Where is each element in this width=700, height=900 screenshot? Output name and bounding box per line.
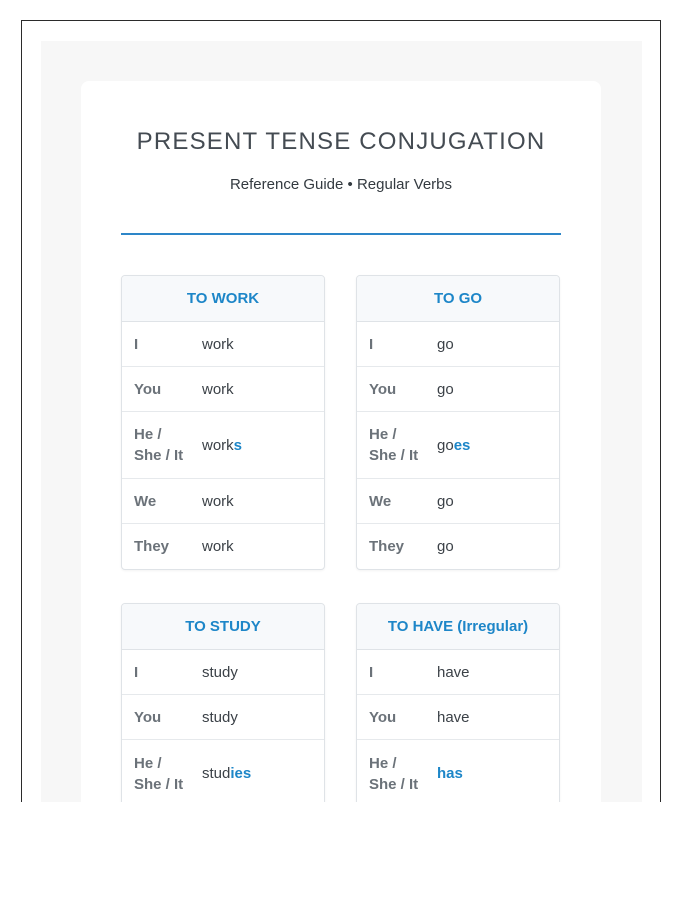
verb-stem: go: [437, 538, 454, 555]
pronoun: I: [134, 663, 139, 681]
verb-form: [202, 336, 234, 353]
verb-stem: study: [202, 708, 238, 726]
conjugation-row: [122, 412, 324, 479]
verb-form: [202, 538, 234, 555]
pronoun-line: She / It: [369, 447, 419, 464]
reference-sheet: [81, 81, 601, 802]
conjugation-row: [357, 695, 559, 740]
verb-card-to-have: [356, 603, 560, 802]
verb-stem: work: [202, 538, 234, 555]
pronoun-line: He /: [369, 754, 397, 772]
verb-card-to-go: [356, 275, 560, 570]
conjugation-row: [357, 322, 559, 367]
verb-form: [202, 664, 238, 681]
pronoun: [122, 753, 202, 795]
verb-form: [437, 493, 454, 510]
verb-stem: go: [437, 335, 454, 353]
verb-irregular-form: has: [437, 765, 463, 782]
verb-form: [202, 381, 234, 398]
pronoun-line: He /: [369, 426, 397, 443]
pronoun-line: She / It: [134, 447, 184, 464]
conjugation-row: [122, 322, 324, 367]
pronoun: I: [369, 335, 374, 353]
pronoun-line: He /: [134, 754, 162, 772]
page-title: PRESENT TENSE CONJUGATION: [136, 128, 546, 155]
conjugation-row: [357, 479, 559, 524]
pronoun: You: [369, 708, 397, 726]
pronoun-line: She / It: [369, 775, 419, 793]
title-divider: [121, 233, 561, 235]
verb-stem: go: [437, 436, 454, 454]
pronoun: We: [369, 492, 392, 510]
conjugation-row: [357, 524, 559, 569]
verb-suffix: s: [233, 436, 243, 454]
verb-card-title: TO GO: [357, 276, 559, 322]
verb-form: [202, 709, 238, 726]
verb-stem: stud: [202, 765, 231, 782]
page-subtitle: Reference Guide • Regular Verbs: [229, 176, 453, 193]
verb-form: [437, 336, 454, 353]
verb-stem: work: [202, 335, 234, 353]
pronoun: [122, 424, 202, 466]
verb-form: [437, 709, 470, 726]
verb-form: [202, 765, 251, 782]
verb-stem: have: [437, 663, 470, 681]
pronoun: We: [134, 492, 157, 510]
conjugation-row: [122, 650, 324, 695]
verb-form: [437, 381, 454, 398]
pronoun: I: [134, 335, 139, 353]
page-background: [41, 41, 642, 802]
pronoun: You: [369, 380, 397, 398]
verb-form: [437, 664, 470, 681]
verb-card-to-study: [121, 603, 325, 802]
verb-stem: go: [437, 492, 454, 510]
pronoun: They: [134, 538, 170, 555]
verb-form: [437, 765, 463, 782]
verb-stem: work: [202, 380, 234, 398]
verb-card-title: TO STUDY: [122, 604, 324, 650]
pronoun-line: She / It: [134, 775, 184, 793]
verb-form: [437, 538, 454, 555]
pronoun: I: [369, 663, 374, 681]
conjugation-row: [357, 412, 559, 479]
pronoun: [357, 753, 437, 795]
verb-stem: have: [437, 708, 470, 726]
conjugation-row: [122, 740, 324, 802]
verb-card-title: TO HAVE (Irregular): [357, 604, 559, 650]
pronoun: [357, 424, 437, 466]
verb-stem: study: [202, 663, 238, 681]
pronoun: You: [134, 380, 162, 398]
conjugation-row: [122, 479, 324, 524]
pronoun: They: [369, 538, 405, 555]
verb-stem: work: [202, 436, 234, 454]
verb-form: [202, 493, 234, 510]
pronoun-line: He /: [134, 426, 162, 443]
conjugation-row: [122, 367, 324, 412]
conjugation-row: [357, 367, 559, 412]
pronoun: You: [134, 708, 162, 726]
verb-suffix: es: [453, 436, 471, 454]
verb-stem: work: [202, 492, 234, 510]
conjugation-row: [122, 695, 324, 740]
verb-stem: go: [437, 380, 454, 398]
conjugation-row: [357, 650, 559, 695]
verb-form: [437, 437, 470, 454]
conjugation-row: [122, 524, 324, 569]
document-viewport: [21, 20, 661, 802]
verb-suffix: ies: [230, 765, 252, 782]
verb-card-title: TO WORK: [122, 276, 324, 322]
conjugation-row: [357, 740, 559, 802]
verb-card-to-work: [121, 275, 325, 570]
verb-form: [202, 437, 242, 454]
